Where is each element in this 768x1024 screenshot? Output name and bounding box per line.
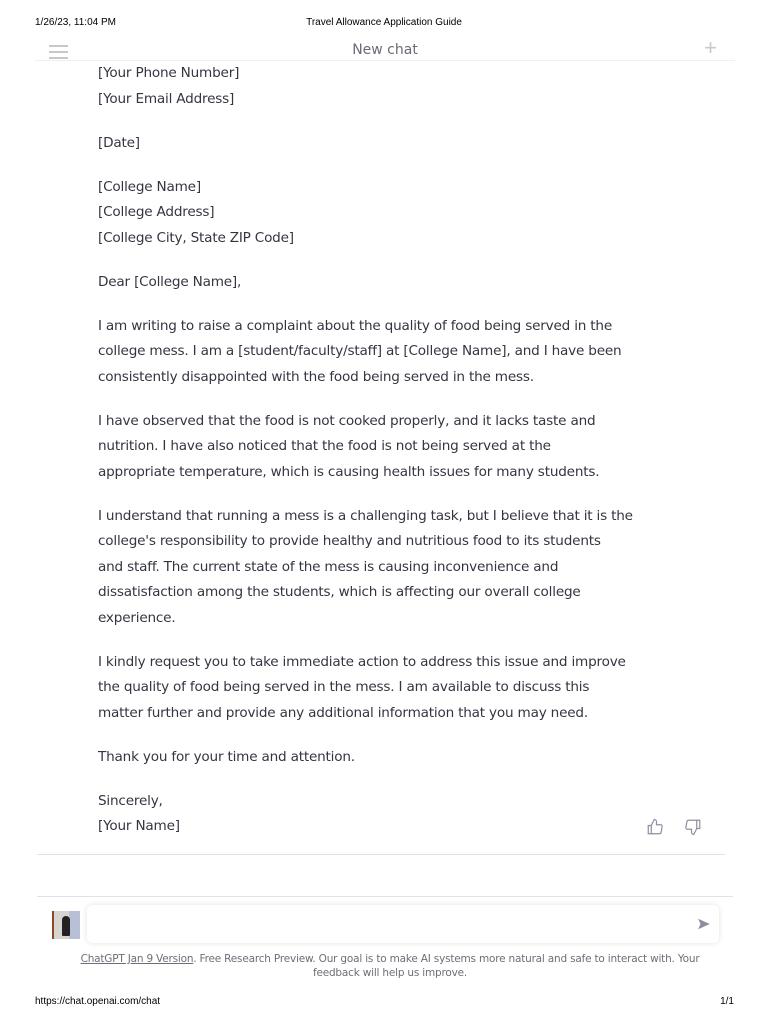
- message-line: I am writing to raise a complaint about the quality of food being served in the: [98, 317, 613, 334]
- chat-input[interactable]: [87, 905, 719, 943]
- message-line: Dear [College Name],: [98, 273, 242, 290]
- message-paragraph: [98, 789, 678, 840]
- user-avatar: [52, 911, 80, 939]
- message-paragraph: [98, 175, 678, 252]
- message-line: I kindly request you to take immediate action to address this issue and improve: [98, 653, 626, 670]
- message-line: [Your Phone Number]: [98, 65, 240, 81]
- message-line: dissatisfaction among the students, which is affecting our overall college: [98, 584, 581, 600]
- message-line: the quality of food being served in the mess. I am available to discuss this: [98, 679, 590, 695]
- message-line: matter further and provide any additional information that you may need.: [98, 704, 588, 721]
- message-line: experience.: [98, 609, 176, 626]
- message-paragraph: [98, 314, 678, 391]
- message-paragraph: [98, 504, 678, 632]
- page-number: 1/1: [720, 996, 734, 1007]
- print-url: https://chat.openai.com/chat: [35, 996, 161, 1007]
- message-line: [College Name]: [98, 178, 201, 195]
- message-line: [Date]: [98, 134, 140, 151]
- thumbs-down-icon[interactable]: [684, 818, 702, 836]
- message-line: I understand that running a mess is a challenging task, but I believe that it is the: [98, 507, 633, 524]
- message-line: college mess. I am a [student/faculty/staff] at [College Name], and I have been: [98, 343, 622, 359]
- message-paragraph: [98, 131, 678, 157]
- message-paragraph: [98, 745, 678, 771]
- version-link[interactable]: ChatGPT Jan 9 Version: [80, 953, 194, 965]
- message-line: appropriate temperature, which is causing health issues for many students.: [98, 463, 600, 480]
- message-line: nutrition. I have also noticed that the food is not being served at the: [98, 438, 551, 454]
- message-line: consistently disappointed with the food being served in the mess.: [98, 368, 534, 385]
- message-line: [College City, State ZIP Code]: [98, 229, 294, 246]
- message-paragraph: [98, 61, 678, 112]
- message-line: college's responsibility to provide healthy and nutritious food to its students: [98, 533, 601, 549]
- document-title: Travel Allowance Application Guide: [306, 17, 462, 28]
- message-paragraph: [98, 650, 678, 727]
- plus-icon[interactable]: +: [704, 35, 717, 60]
- message-paragraph: [98, 409, 678, 486]
- input-divider: [37, 896, 733, 897]
- message-line: [Your Name]: [98, 818, 180, 834]
- send-icon[interactable]: [697, 917, 711, 931]
- footer-note: [60, 952, 720, 980]
- message-line: Thank you for your time and attention.: [98, 748, 355, 765]
- chat-title: New chat: [352, 42, 418, 58]
- assistant-message: [98, 61, 678, 858]
- message-line: and staff. The current state of the mess is causing inconvenience and: [98, 558, 559, 575]
- message-line: I have observed that the food is not cooked properly, and it lacks taste and: [98, 412, 596, 429]
- message-divider: [37, 854, 725, 855]
- chat-topbar: [35, 35, 735, 61]
- message-line: [College Address]: [98, 204, 215, 220]
- message-paragraph: [98, 270, 678, 296]
- message-line: Sincerely,: [98, 792, 163, 809]
- thumbs-up-icon[interactable]: [646, 818, 664, 836]
- message-line: [Your Email Address]: [98, 90, 235, 107]
- footer-text: . Free Research Preview. Our goal is to make AI systems more natural and safe to interact with. Your feedback will help us improve.: [193, 953, 700, 979]
- print-date: 1/26/23, 11:04 PM: [35, 17, 116, 28]
